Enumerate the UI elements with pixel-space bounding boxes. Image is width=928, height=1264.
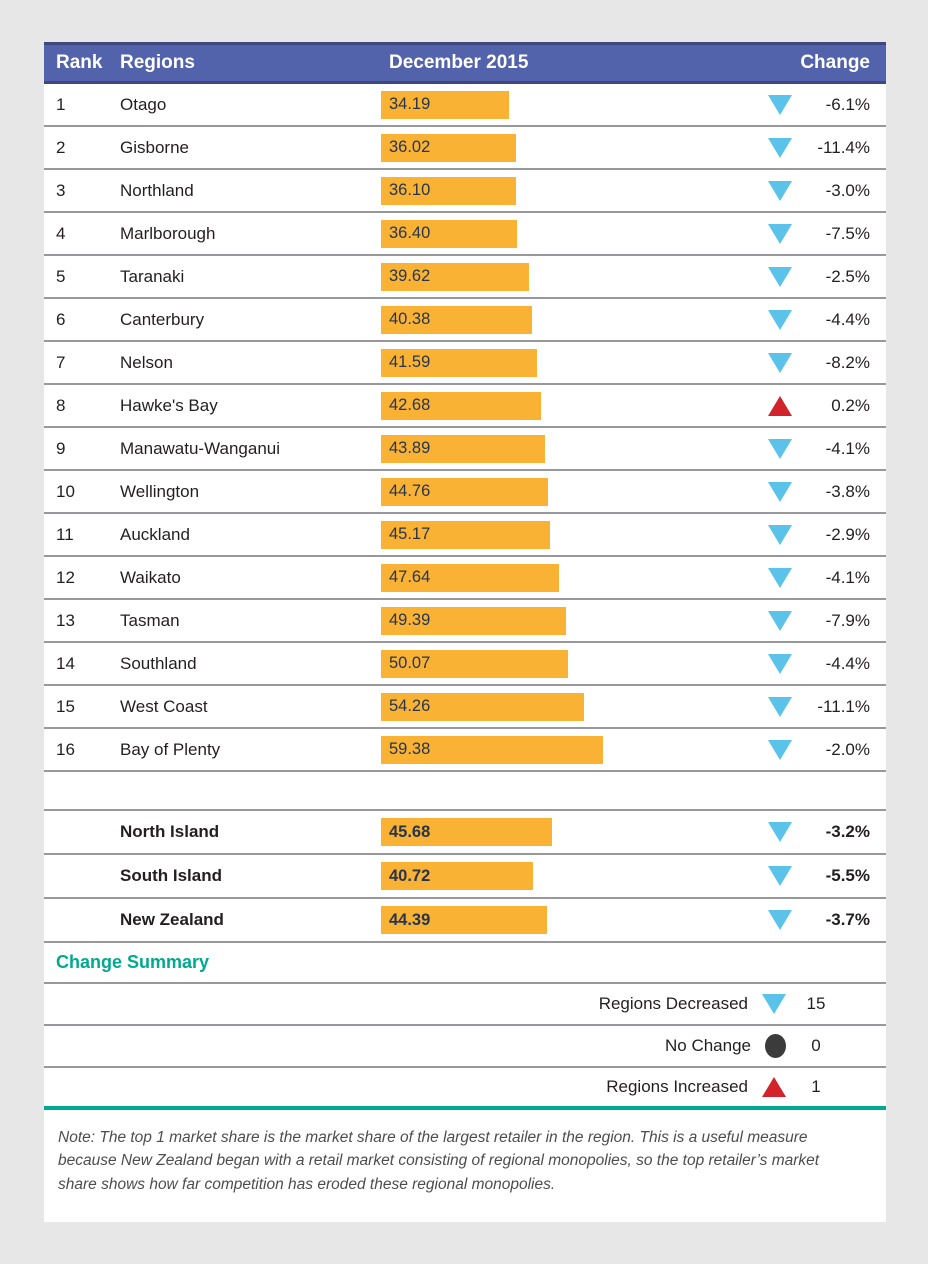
change-cell: [711, 181, 886, 201]
triangle-down-icon: [762, 994, 786, 1014]
value-bar: 50.07: [381, 650, 568, 678]
rank-cell: 1: [56, 94, 66, 114]
triangle-down-icon: [768, 138, 792, 158]
value-bar: 36.02: [381, 134, 516, 162]
value-bar: 42.68: [381, 392, 541, 420]
table-row: [44, 170, 886, 213]
value-bar: 54.26: [381, 693, 584, 721]
triangle-down-icon: [768, 525, 792, 545]
header-regions: Regions: [120, 52, 195, 73]
header-change: Change: [800, 52, 870, 73]
value-bar: 49.39: [381, 607, 566, 635]
table-row: [44, 213, 886, 256]
value-bar-cell: [381, 521, 711, 549]
value-bar-cell: [381, 91, 711, 119]
change-value: -2.0%: [825, 739, 870, 759]
triangle-down-icon: [768, 224, 792, 244]
change-value: -3.8%: [825, 481, 870, 501]
change-summary-row: [44, 1026, 886, 1068]
value-bar-cell: [381, 177, 711, 205]
region-cell: South Island: [120, 866, 222, 885]
change-value: -4.4%: [825, 309, 870, 329]
change-value: -2.5%: [825, 266, 870, 286]
value-bar-cell: [381, 220, 711, 248]
triangle-down-icon: [768, 866, 792, 886]
summary-count: 0: [811, 1036, 821, 1055]
value-bar-cell: [381, 862, 711, 890]
region-cell: Bay of Plenty: [120, 739, 221, 759]
table-row: [44, 855, 886, 899]
change-cell: [711, 568, 886, 588]
region-cell: Gisborne: [120, 137, 189, 157]
change-value: -3.7%: [825, 910, 870, 929]
value-bar-cell: [381, 818, 711, 846]
rank-cell: 14: [56, 653, 75, 673]
change-summary-row: [44, 1068, 886, 1110]
value-bar-cell: [381, 736, 711, 764]
region-cell: New Zealand: [120, 910, 224, 929]
change-cell: [711, 224, 886, 244]
region-cell: Otago: [120, 94, 167, 114]
triangle-up-icon: [768, 396, 792, 416]
change-cell: [711, 611, 886, 631]
table-body: [44, 84, 886, 943]
change-cell: [711, 697, 886, 717]
change-summary-title: Change Summary: [44, 943, 886, 984]
table-row: [44, 899, 886, 943]
summary-label: Regions Decreased: [598, 994, 748, 1013]
triangle-down-icon: [768, 910, 792, 930]
region-cell: Nelson: [120, 352, 173, 372]
triangle-down-icon: [768, 95, 792, 115]
rank-cell: 4: [56, 223, 66, 243]
change-cell: [711, 95, 886, 115]
value-bar: 36.40: [381, 220, 517, 248]
region-cell: Marlborough: [120, 223, 216, 243]
region-cell: West Coast: [120, 696, 208, 716]
value-bar: 34.19: [381, 91, 509, 119]
value-bar-cell: [381, 906, 711, 934]
header-period-label: December 2015: [389, 52, 529, 73]
rank-cell: 13: [56, 610, 75, 630]
summary-count: 1: [811, 1077, 821, 1096]
table-row: [44, 600, 886, 643]
market-share-table-card: [44, 42, 886, 1222]
triangle-down-icon: [768, 740, 792, 760]
table-row: [44, 385, 886, 428]
value-bar-cell: [381, 263, 711, 291]
rank-cell: 3: [56, 180, 66, 200]
circle-icon: [765, 1034, 786, 1058]
change-cell: [711, 310, 886, 330]
triangle-down-icon: [768, 439, 792, 459]
change-value: -2.9%: [825, 524, 870, 544]
value-bar: 40.72: [381, 862, 533, 890]
value-bar-cell: [381, 134, 711, 162]
region-cell: Taranaki: [120, 266, 185, 286]
header-period: [381, 52, 711, 74]
triangle-down-icon: [768, 310, 792, 330]
region-cell: Waikato: [120, 567, 181, 587]
rank-cell: 6: [56, 309, 66, 329]
table-row: [44, 729, 886, 772]
table-row: [44, 514, 886, 557]
change-cell: [711, 525, 886, 545]
header-rank: Rank: [56, 52, 103, 73]
table-row: [44, 643, 886, 686]
rank-cell: 9: [56, 438, 66, 458]
change-value: -6.1%: [825, 94, 870, 114]
region-cell: Manawatu-Wanganui: [120, 438, 281, 458]
table-row: [44, 811, 886, 855]
region-cell: Auckland: [120, 524, 190, 544]
rank-cell: 11: [56, 524, 74, 544]
value-bar-cell: [381, 306, 711, 334]
region-cell: Southland: [120, 653, 197, 673]
value-bar-cell: [381, 607, 711, 635]
change-value: -11.1%: [817, 696, 870, 716]
table-row: [44, 686, 886, 729]
change-cell: [711, 654, 886, 674]
change-value: -4.1%: [825, 438, 870, 458]
change-summary-body: [44, 984, 886, 1110]
change-value: -7.9%: [825, 610, 870, 630]
table-row: [44, 256, 886, 299]
region-cell: North Island: [120, 822, 220, 841]
change-cell: [711, 822, 886, 842]
value-bar: 36.10: [381, 177, 516, 205]
change-cell: [711, 138, 886, 158]
rank-cell: 2: [56, 137, 66, 157]
region-cell: Wellington: [120, 481, 200, 501]
table-header-row: [44, 42, 886, 84]
triangle-down-icon: [768, 482, 792, 502]
value-bar: 44.76: [381, 478, 548, 506]
change-value: 0.2%: [831, 395, 870, 415]
change-cell: [711, 910, 886, 930]
table-row: [44, 342, 886, 385]
change-cell: [711, 267, 886, 287]
change-cell: [711, 353, 886, 373]
value-bar: 39.62: [381, 263, 529, 291]
rank-cell: 7: [56, 352, 66, 372]
change-cell: [711, 740, 886, 760]
value-bar: 45.68: [381, 818, 552, 846]
summary-label: No Change: [664, 1036, 751, 1055]
change-value: -4.4%: [825, 653, 870, 673]
triangle-down-icon: [768, 654, 792, 674]
value-bar: 43.89: [381, 435, 545, 463]
value-bar-cell: [381, 693, 711, 721]
rank-cell: 16: [56, 739, 75, 759]
table-row: [44, 127, 886, 170]
value-bar: 41.59: [381, 349, 537, 377]
value-bar-cell: [381, 564, 711, 592]
change-value: -3.2%: [825, 822, 870, 841]
rank-cell: 10: [56, 481, 75, 501]
value-bar: 45.17: [381, 521, 550, 549]
region-cell: Northland: [120, 180, 194, 200]
change-value: -5.5%: [825, 866, 870, 885]
value-bar: 44.39: [381, 906, 547, 934]
table-row: [44, 428, 886, 471]
triangle-down-icon: [768, 353, 792, 373]
region-cell: Hawke's Bay: [120, 395, 218, 415]
change-cell: [711, 396, 886, 416]
value-bar-cell: [381, 435, 711, 463]
value-bar-cell: [381, 478, 711, 506]
triangle-down-icon: [768, 611, 792, 631]
triangle-up-icon: [762, 1077, 786, 1097]
triangle-down-icon: [768, 568, 792, 588]
value-bar-cell: [381, 349, 711, 377]
summary-label: Regions Increased: [606, 1077, 748, 1096]
change-cell: [711, 866, 886, 886]
table-row: [44, 471, 886, 514]
value-bar: 59.38: [381, 736, 603, 764]
rank-cell: 8: [56, 395, 66, 415]
change-value: -8.2%: [825, 352, 870, 372]
rank-cell: 12: [56, 567, 75, 587]
summary-count: 15: [806, 994, 826, 1013]
change-value: -3.0%: [825, 180, 870, 200]
value-bar-cell: [381, 650, 711, 678]
footnote: Note: The top 1 market share is the market share of the largest retailer in the region. This is a useful measure because New Zealand began with a retail market consisting of regional monopolies, so the top retailer’s market share shows how far competition has eroded these regional monopolies.: [58, 1129, 820, 1193]
rank-cell: 15: [56, 696, 75, 716]
rank-cell: 5: [56, 266, 66, 286]
value-bar-cell: [381, 392, 711, 420]
table-row: [44, 84, 886, 127]
change-value: -11.4%: [817, 137, 870, 157]
table-row: [44, 557, 886, 600]
table-row: [44, 299, 886, 342]
region-cell: Tasman: [120, 610, 180, 630]
change-cell: [711, 439, 886, 459]
triangle-down-icon: [768, 267, 792, 287]
spacer-row: [44, 772, 886, 811]
value-bar: 47.64: [381, 564, 559, 592]
triangle-down-icon: [768, 822, 792, 842]
region-cell: Canterbury: [120, 309, 205, 329]
change-cell: [711, 482, 886, 502]
change-summary-row: [44, 984, 886, 1026]
change-value: -4.1%: [825, 567, 870, 587]
value-bar: 40.38: [381, 306, 532, 334]
change-value: -7.5%: [825, 223, 870, 243]
triangle-down-icon: [768, 697, 792, 717]
triangle-down-icon: [768, 181, 792, 201]
